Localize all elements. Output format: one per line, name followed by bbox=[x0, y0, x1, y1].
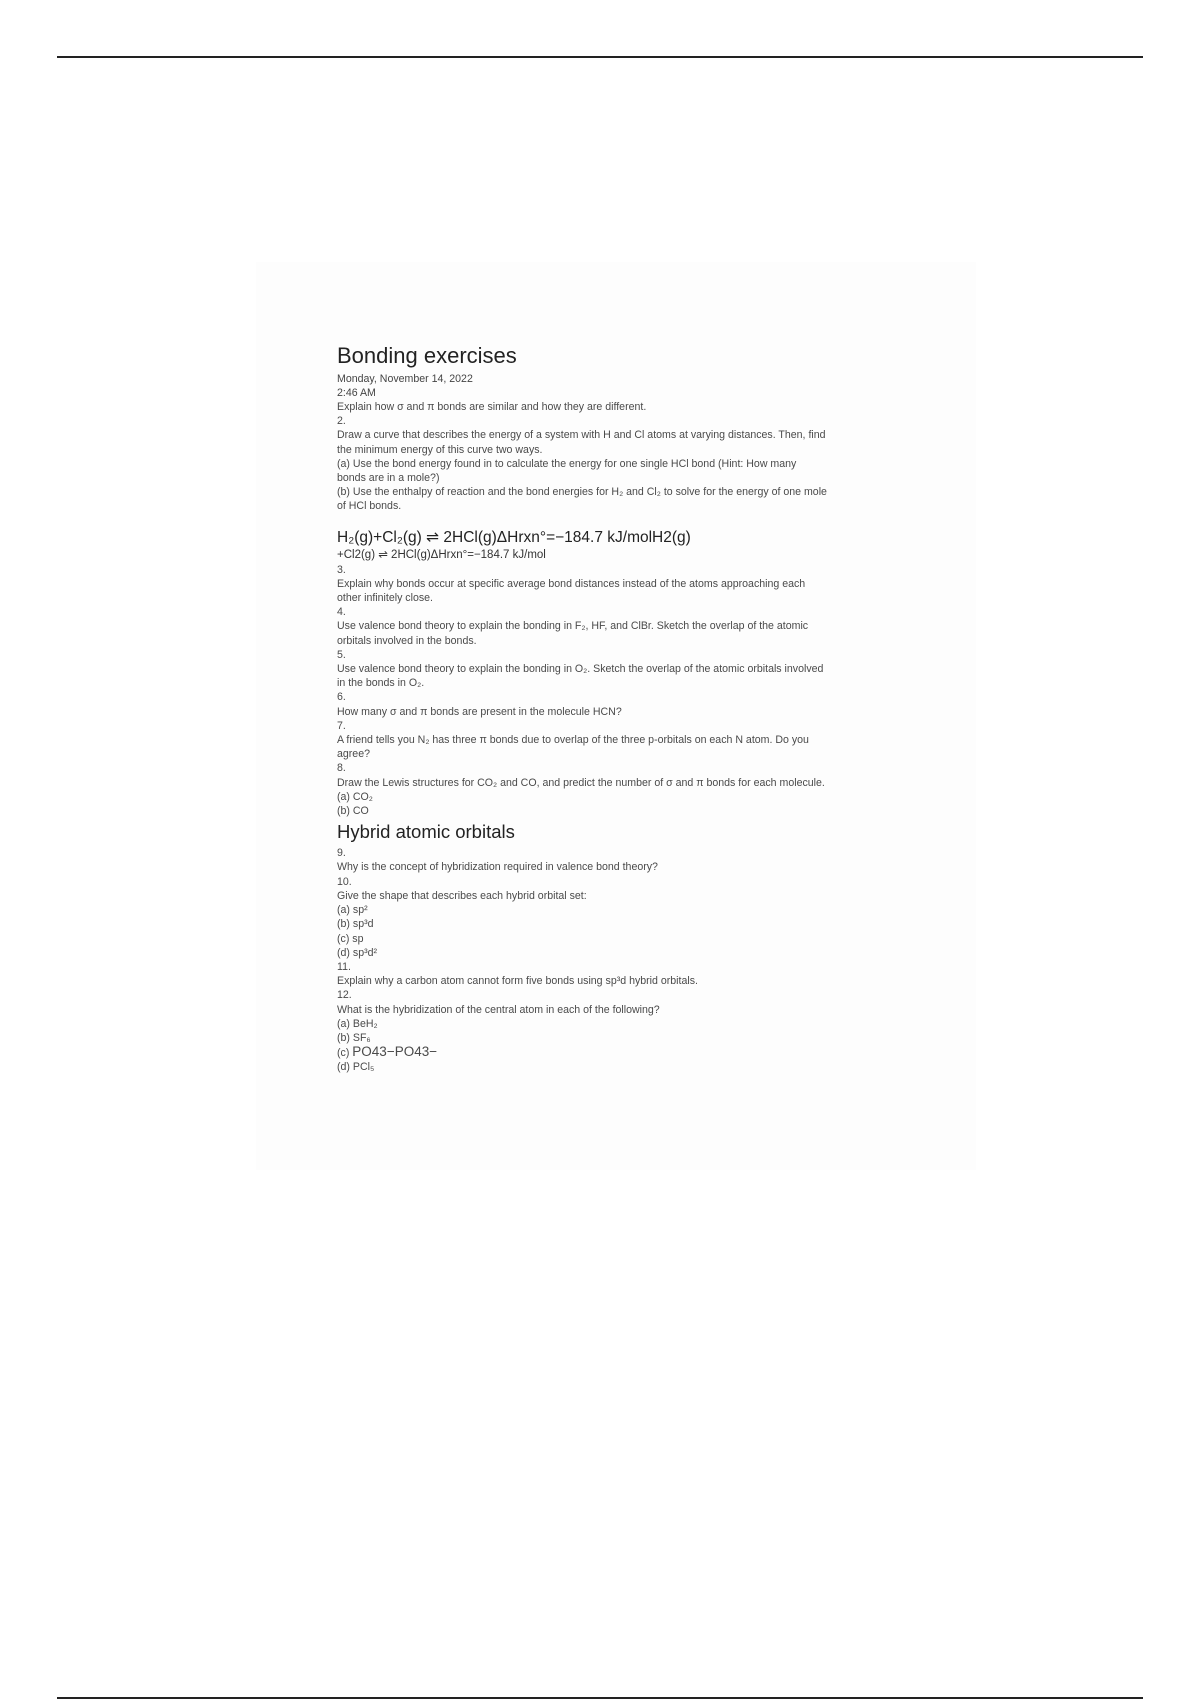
question-block-b bbox=[337, 563, 827, 819]
text-line: (a) CO₂ bbox=[337, 790, 373, 803]
text-line: (b) CO bbox=[337, 805, 369, 818]
text-line: Explain why bonds occur at specific average bond distances instead of the atoms approaching each other infinitely close. bbox=[337, 577, 806, 605]
text-line: 6. bbox=[337, 691, 346, 704]
document-title: Bonding exercises bbox=[337, 343, 517, 368]
phosphate-formula: PO43−PO43− bbox=[352, 1044, 438, 1060]
text-line: (d) sp³d² bbox=[337, 946, 378, 959]
text-line: What is the hybridization of the central atom in each of the following? bbox=[337, 1003, 660, 1016]
top-rule bbox=[57, 56, 1143, 58]
document-date: Monday, November 14, 2022 bbox=[337, 373, 473, 385]
text-line: Explain how σ and π bonds are similar and how they are different. bbox=[337, 401, 647, 413]
text-line: (a) Use the bond energy found in to calculate the energy for one single HCl bond (Hint: How many bonds are in a mole?) bbox=[337, 457, 797, 485]
text-line: 7. bbox=[337, 719, 346, 732]
text-line: A friend tells you N₂ has three π bonds due to overlap of the three p-orbitals on each N atom. Do you agree? bbox=[337, 734, 809, 761]
section-heading-hybrid: Hybrid atomic orbitals bbox=[337, 821, 515, 843]
text-line: Why is the concept of hybridization required in valence bond theory? bbox=[337, 861, 658, 874]
document-content bbox=[337, 342, 827, 1075]
text-line: (a) BeH₂ bbox=[337, 1017, 378, 1030]
equation-line-1: H₂(g)+Cl₂(g) ⇌ 2HCl(g)ΔHrxn°=−184.7 kJ/molH2(g) bbox=[337, 528, 691, 546]
text-line: 12. bbox=[337, 989, 352, 1002]
question-block-c bbox=[337, 846, 827, 1045]
text-line: 4. bbox=[337, 606, 346, 619]
text-line: 3. bbox=[337, 563, 346, 576]
text-line: (b) sp³d bbox=[337, 918, 374, 931]
text-line: Explain why a carbon atom cannot form five bonds using sp³d hybrid orbitals. bbox=[337, 975, 698, 988]
text-line: Use valence bond theory to explain the bonding in F₂, HF, and ClBr. Sketch the overlap of the atomic orbitals involved in the bonds. bbox=[337, 620, 809, 647]
text-line: 9. bbox=[337, 847, 346, 860]
item-c-prefix: (c) bbox=[337, 1047, 353, 1060]
text-line: (c) sp bbox=[337, 932, 364, 945]
text-line: Use valence bond theory to explain the bonding in O₂. Sketch the overlap of the atomic orbitals involved in the bonds in O₂. bbox=[337, 663, 824, 690]
question-block-a bbox=[337, 400, 827, 514]
text-line: 11. bbox=[337, 960, 351, 973]
text-line: 5. bbox=[337, 648, 346, 661]
text-line: Give the shape that describes each hybrid orbital set: bbox=[337, 889, 587, 902]
text-line: 2. bbox=[337, 415, 346, 428]
bottom-rule bbox=[57, 1697, 1143, 1699]
text-line: Draw the Lewis structures for CO₂ and CO, and predict the number of σ and π bonds for each molecule. bbox=[337, 776, 825, 789]
text-line: (b) SF₆ bbox=[337, 1031, 371, 1044]
equation-line-2: +Cl2(g) ⇌ 2HCl(g)ΔHrxn°=−184.7 kJ/mol bbox=[337, 548, 546, 561]
item-c-phosphate bbox=[337, 1045, 827, 1060]
text-line: 8. bbox=[337, 762, 346, 775]
text-line: (a) sp² bbox=[337, 904, 368, 917]
item-d-pcl5: (d) PCl₅ bbox=[337, 1061, 375, 1074]
text-line: 10. bbox=[337, 875, 352, 888]
text-line: Draw a curve that describes the energy of a system with H and Cl atoms at varying distances. Then, find the minimum energy of this curve two ways. bbox=[337, 429, 826, 456]
document-time: 2:46 AM bbox=[337, 387, 376, 399]
text-line: (b) Use the enthalpy of reaction and the bond energies for H₂ and Cl₂ to solve for the energy of one mole of HCl bonds. bbox=[337, 486, 827, 513]
text-line: How many σ and π bonds are present in the molecule HCN? bbox=[337, 705, 622, 718]
